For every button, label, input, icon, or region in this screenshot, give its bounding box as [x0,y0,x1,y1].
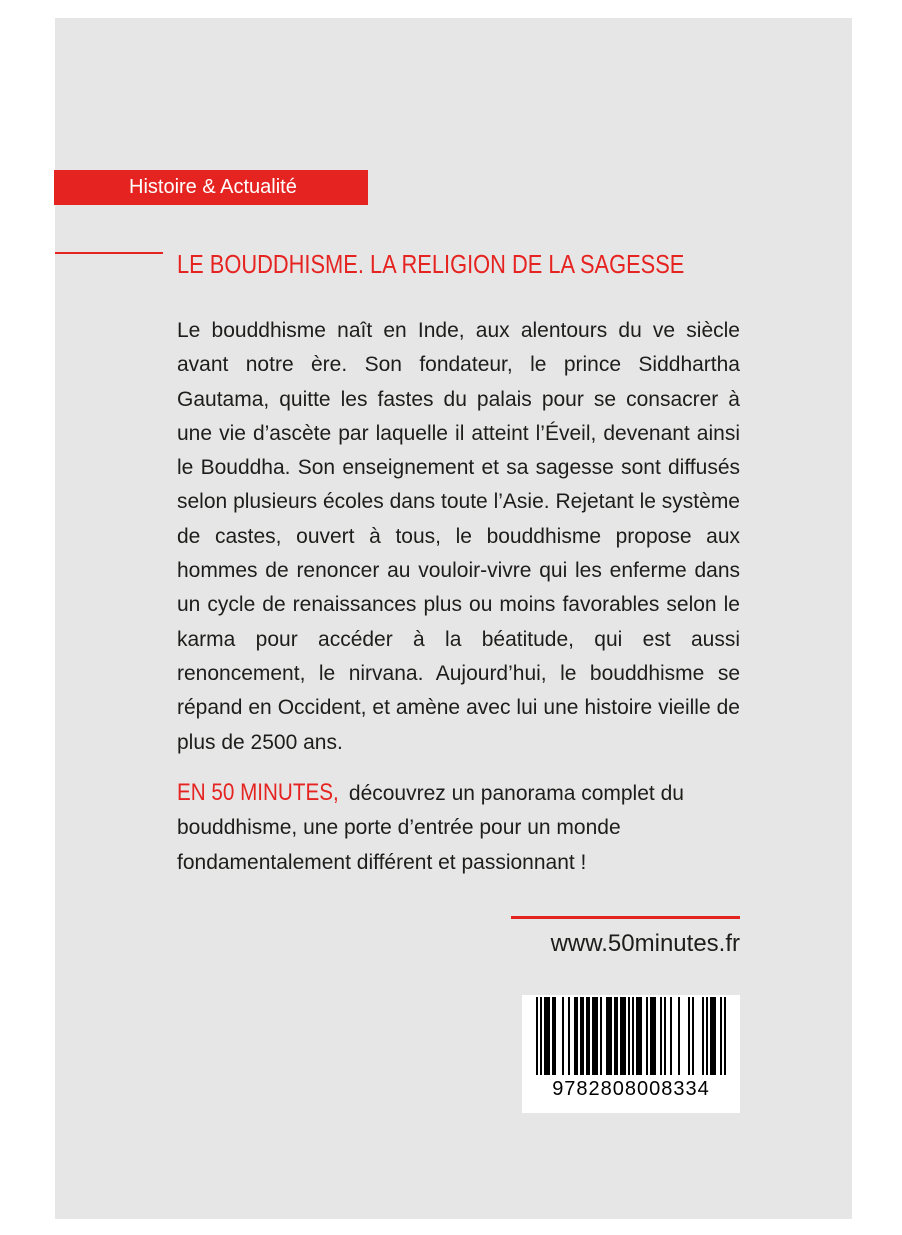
barcode-bar [650,997,652,1075]
barcode-bar [574,997,576,1075]
book-title: LE BOUDDHISME. LA RELIGION DE LA SAGESSE [177,249,685,279]
category-banner: Histoire & Actualité [54,170,368,205]
isbn-number: 9782808008334 [552,1078,710,1100]
barcode-bar [586,997,588,1075]
barcode-bar [536,997,538,1075]
barcode-bar [654,997,656,1075]
barcode-bar [568,997,570,1075]
barcode-bar [692,997,694,1075]
barcode-bar [632,997,634,1075]
barcode-bar [660,997,662,1075]
barcode-bar [562,997,564,1075]
barcode-bar [628,997,630,1075]
barcode-bar [552,997,554,1075]
barcode-bar [640,997,642,1075]
barcode-bar [646,997,648,1075]
barcode-bar [580,997,582,1075]
barcode-bar [710,997,712,1075]
barcode-bar [588,997,590,1075]
barcode-bar [600,997,602,1075]
barcode-bar [544,997,546,1075]
barcode-bar [548,997,550,1075]
barcode-bar [688,997,690,1075]
barcode-bar [582,997,584,1075]
barcode-bar [614,997,616,1075]
title-rule [55,252,163,254]
barcode-bar [610,997,612,1075]
barcode-bar [620,997,622,1075]
barcode-bar [606,997,608,1075]
promo-paragraph [177,776,740,880]
barcode-bar [714,997,716,1075]
barcode-bar [622,997,624,1075]
promo-text: découvrez un panorama complet du bouddhisme, une porte d’entrée pour un monde fondamentalement différent et passionnant ! [177,782,684,874]
barcode-bar [678,997,680,1075]
summary-text: Le bouddhisme naît en Inde, aux alentours du ve siècle avant notre ère. Son fondateur, le prince Siddhartha Gautama, quitte les fastes du palais pour se consacrer à une vie d’ascète par laquelle il atteint l’Éveil, devenant ainsi le Bouddha. Son enseignement et sa sagesse sont diffusés selon plusieurs écoles dans toute l’Asie. Rejetant le système de castes, ouvert à tous, le bouddhisme propose aux hommes de renoncer au vouloir-vivre qui les enferme dans un cycle de renaissances plus ou moins favorables selon le karma pour accéder à la béatitude, qui est aussi renoncement, le nirvana. Aujourd’hui, le bouddhisme se répand en Occident, et amène avec lui une histoire vieille de plus de 2500 ans. [177,319,740,754]
barcode-bar [624,997,626,1075]
website-link[interactable]: www.50minutes.fr [550,930,740,957]
url-rule [511,916,740,919]
barcode-bar [712,997,714,1075]
barcode-bar [720,997,722,1075]
barcode-bar [670,997,672,1075]
barcode-bar [554,997,556,1075]
barcode-bar [724,997,726,1075]
barcode-bar [596,997,598,1075]
barcode-bar [706,997,708,1075]
barcode-bar [592,997,594,1075]
promo-lead: EN 50 MINUTES, [177,779,339,806]
barcode-bar [616,997,618,1075]
barcode-bar [702,997,704,1075]
barcode-bar [664,997,666,1075]
barcode [522,995,740,1113]
barcode-bar [636,997,638,1075]
barcode-bar [608,997,610,1075]
barcode-bar [638,997,640,1075]
barcode-bar [594,997,596,1075]
barcode-bars [522,995,740,1079]
barcode-bar [546,997,548,1075]
barcode-bar [576,997,578,1075]
barcode-bar [652,997,654,1075]
barcode-bar [540,997,542,1075]
